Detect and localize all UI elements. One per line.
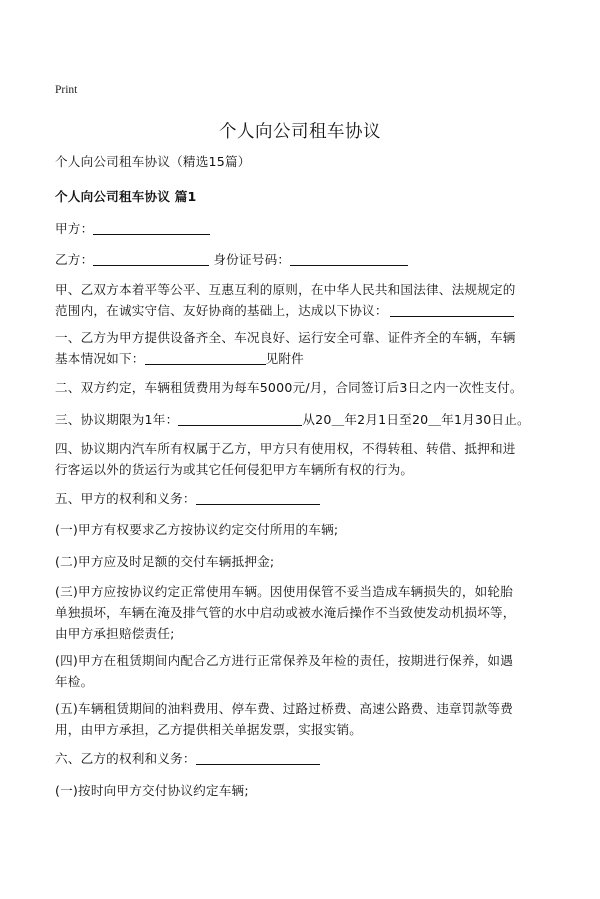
clause-5-blank	[196, 490, 320, 505]
party-a-item-4-line: (四)甲方在租赁期间内配合乙方进行正常保养及年检的责任，按期进行保养，如遇	[55, 653, 514, 668]
clause-1-line: 一、乙方为甲方提供设备齐全、车况良好、运行安全可靠、证件齐全的车辆，车辆	[55, 330, 516, 345]
clause-2: 二、双方约定，车辆租赁费用为每车5000元/月，合同签订后3日之内一次性支付。	[55, 380, 523, 395]
party-a-item-4-line: 年检。	[55, 674, 94, 689]
party-b-item-1: (一)按时向甲方交付协议约定车辆;	[55, 783, 249, 798]
clause-3	[55, 409, 547, 430]
document-subtitle: 个人向公司租车协议（精选15篇）	[55, 154, 251, 169]
clause-5	[55, 488, 547, 509]
clause-3-suffix: 从20＿年2月1日至20＿年1月30日止。	[302, 412, 530, 427]
party-a-item-5-line: 用，由甲方承担，乙方提供相关单据发票，实报实销。	[55, 722, 363, 737]
party-a-label: 甲方：	[55, 221, 94, 236]
party-a-item-5	[55, 698, 547, 740]
party-a-item-3-line: 由甲方承担赔偿责任;	[55, 626, 175, 641]
party-a-line	[55, 218, 547, 239]
id-number-blank	[290, 251, 408, 266]
print-link[interactable]: Print	[55, 84, 78, 96]
clause-4	[55, 438, 547, 480]
clause-4-line: 行客运以外的货运行为或其它任何侵犯甲方车辆所有权的行为。	[55, 462, 414, 477]
clause-6-blank	[196, 750, 320, 765]
clause-3-blank	[178, 411, 302, 426]
document-title: 个人向公司租车协议	[219, 122, 381, 142]
clause-3-prefix: 三、协议期限为1年：	[55, 412, 179, 427]
party-a-item-5-line: (五)车辆租赁期间的油料费用、停车费、过路过桥费、高速公路费、违章罚款等费	[55, 701, 514, 716]
clause-4-line: 四、协议期内汽车所有权属于乙方，甲方只有使用权，不得转租、转借、抵押和进	[55, 441, 516, 456]
id-number-label: 身份证号码：	[213, 252, 291, 267]
section-heading: 个人向公司租车协议 篇1	[55, 189, 197, 204]
party-a-item-3	[55, 581, 547, 644]
clause-5-label: 五、甲方的权利和义务：	[55, 491, 196, 506]
intro-blank	[390, 302, 514, 317]
clause-1-blank	[145, 350, 266, 365]
party-b-blank	[93, 251, 209, 266]
party-a-item-3-line: 单独损坏，车辆在淹及排气管的水中启动或被水淹后操作不当致使发动机损坏等，	[55, 605, 516, 620]
party-b-line	[55, 249, 547, 270]
party-a-item-4	[55, 650, 547, 692]
clause-1-suffix: 见附件	[265, 351, 304, 366]
clause-1-prefix: 基本情况如下：	[55, 351, 145, 366]
intro-line-text: 范围内，在诚实守信、友好协商的基础上，达成以下协议：	[55, 303, 388, 318]
clause-1	[55, 327, 547, 369]
clause-6-label: 六、乙方的权利和义务：	[55, 751, 196, 766]
intro-line	[55, 300, 547, 321]
party-a-item-2: (二)甲方应及时足额的交付车辆抵押金;	[55, 554, 275, 569]
intro-line: 甲、乙双方本着平等公平、互惠互利的原则，在中华人民共和国法律、法规规定的	[55, 282, 516, 297]
party-a-item-3-line: (三)甲方应按协议约定正常使用车辆。因使用保管不妥当造成车辆损失的，如轮胎	[55, 584, 514, 599]
intro-paragraph	[55, 279, 547, 321]
clause-1-line	[55, 348, 547, 369]
party-a-blank	[93, 220, 210, 235]
clause-6	[55, 748, 547, 769]
party-b-label: 乙方：	[55, 252, 94, 267]
party-a-item-1: (一)甲方有权要求乙方按协议约定交付所用的车辆;	[55, 522, 339, 537]
